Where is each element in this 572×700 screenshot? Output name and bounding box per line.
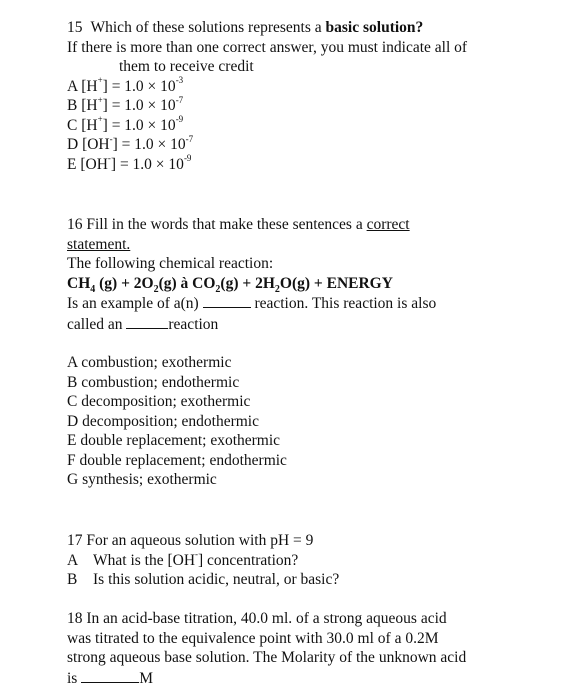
q15-option-exp: -9 — [175, 114, 184, 125]
eq-part-2: (g) + 2O — [95, 274, 154, 292]
q15-option-letter: D — [67, 136, 79, 153]
q16-option-e[interactable]: E double replacement; exothermic — [67, 432, 281, 449]
q15-option-eq: ] = 1.0 × 10 — [112, 136, 186, 153]
q17-title: 17 For an aqueous solution with pH = 9 — [67, 532, 314, 549]
q16-option-c[interactable]: C decomposition; exothermic — [67, 393, 251, 410]
q18-answer-blank[interactable] — [81, 668, 139, 683]
q16-option-g[interactable]: G synthesis; exothermic — [67, 471, 217, 488]
q17-part-b-text: Is this solution acidic, neutral, or basic? — [93, 571, 340, 588]
q15-option-d[interactable] — [67, 135, 527, 155]
q15-option-letter: E — [67, 155, 77, 173]
q15-option-eq: ] = 1.0 × 10 — [102, 77, 176, 95]
eq-sub-4: 2 — [274, 283, 280, 295]
q16-option-b[interactable]: B combustion; endothermic — [67, 373, 240, 391]
q16-sentence-1 — [67, 293, 527, 314]
q15-question-text: Which of these solutions represents a — [90, 19, 326, 36]
q16-prompt-underlined-1: correct — [366, 216, 410, 233]
eq-sub-2: 2 — [153, 283, 159, 295]
q15-option-b[interactable] — [67, 96, 527, 116]
q18-line-4-unit: M — [139, 669, 154, 687]
q16-sentence-1-post: reaction. This reaction is also — [250, 295, 437, 312]
eq-sub-3: 2 — [215, 283, 221, 295]
q17-part-a-post: ] concentration? — [198, 551, 299, 569]
q15-option-charge: - — [109, 133, 113, 144]
question-16 — [67, 215, 527, 490]
q15-question — [67, 18, 527, 38]
q17-part-b-letter: B — [67, 571, 78, 588]
q18-line-3: strong aqueous base solution. The Molarity of the unknown acid — [67, 649, 467, 666]
q15-option-letter: A — [67, 77, 78, 95]
q17-part-a-letter: A — [67, 551, 79, 569]
q16-sentence-1-pre: Is an example of a(n) — [67, 295, 203, 312]
eq-part-4: (g) + 2H — [220, 274, 275, 292]
q15-question-bold: basic solution? — [325, 19, 424, 36]
q15-option-exp: -9 — [183, 153, 192, 164]
q18-line-4-pre: is — [67, 669, 82, 687]
q15-option-exp: -3 — [175, 75, 184, 86]
q15-option-species: [H — [81, 77, 98, 95]
q16-blank-1[interactable] — [203, 293, 251, 308]
q15-option-c[interactable] — [67, 116, 527, 136]
q15-option-e[interactable] — [67, 155, 527, 175]
eq-part-5: O(g) + ENERGY — [279, 274, 393, 292]
q15-option-exp: -7 — [175, 94, 184, 105]
eq-sub-1: 4 — [90, 283, 96, 295]
q15-option-charge: + — [97, 75, 103, 86]
q15-option-letter: B — [67, 97, 78, 114]
q16-option-d[interactable]: D decomposition; endothermic — [67, 412, 259, 430]
q17-part-b[interactable] — [67, 570, 527, 590]
q16-prompt-text: 16 Fill in the words that make these sentences a — [67, 216, 367, 233]
q18-line-1: 18 In an acid-base titration, 40.0 ml. of a strong aqueous acid — [67, 610, 447, 627]
q15-number: 15 — [67, 19, 83, 36]
q16-prompt-underlined-2: statement. — [67, 235, 131, 253]
q17-part-a-pre: What is the [OH — [93, 551, 196, 569]
q16-sentence-2 — [67, 314, 527, 335]
q18-line-4 — [67, 668, 527, 689]
q17-part-a-charge: - — [195, 549, 199, 560]
q15-option-charge: - — [107, 153, 111, 164]
q15-option-exp: -7 — [185, 133, 194, 144]
q15-option-species: [H — [81, 97, 98, 114]
q16-option-a[interactable]: A combustion; exothermic — [67, 354, 232, 371]
q16-intro: The following chemical reaction: — [67, 255, 274, 272]
q15-option-eq: ] = 1.0 × 10 — [102, 97, 176, 114]
q16-option-f[interactable]: F double replacement; endothermic — [67, 451, 287, 469]
eq-part-3: (g) à CO — [158, 274, 216, 292]
q16-chemical-equation — [67, 274, 527, 294]
q15-instruction-line-1: If there is more than one correct answer, you must indicate all of — [67, 38, 468, 56]
q15-option-charge: + — [97, 94, 103, 105]
q15-option-letter: C — [67, 116, 78, 134]
q16-sentence-2-pre: called an — [67, 315, 127, 333]
q15-option-a[interactable] — [67, 77, 527, 97]
q17-part-a[interactable] — [67, 551, 527, 571]
q15-option-species: [OH — [80, 155, 108, 173]
q15-instruction-line-2: them to receive credit — [119, 58, 254, 75]
question-15 — [67, 18, 527, 174]
q18-line-2: was titrated to the equivalence point with 30.0 ml of a 0.2M — [67, 629, 439, 647]
q16-prompt — [67, 215, 527, 235]
q15-options-list — [67, 77, 527, 175]
q15-option-species: [OH — [82, 136, 110, 153]
question-18 — [67, 609, 527, 688]
q16-sentence-2-post: reaction — [168, 315, 219, 333]
q15-option-eq: ] = 1.0 × 10 — [102, 116, 176, 134]
eq-part-1: CH — [67, 274, 91, 292]
q15-option-charge: + — [97, 114, 103, 125]
q15-option-eq: ] = 1.0 × 10 — [110, 155, 184, 173]
q16-options-list — [67, 353, 527, 490]
q16-blank-2[interactable] — [126, 314, 168, 329]
question-17 — [67, 531, 527, 590]
q15-option-species: [H — [81, 116, 98, 134]
